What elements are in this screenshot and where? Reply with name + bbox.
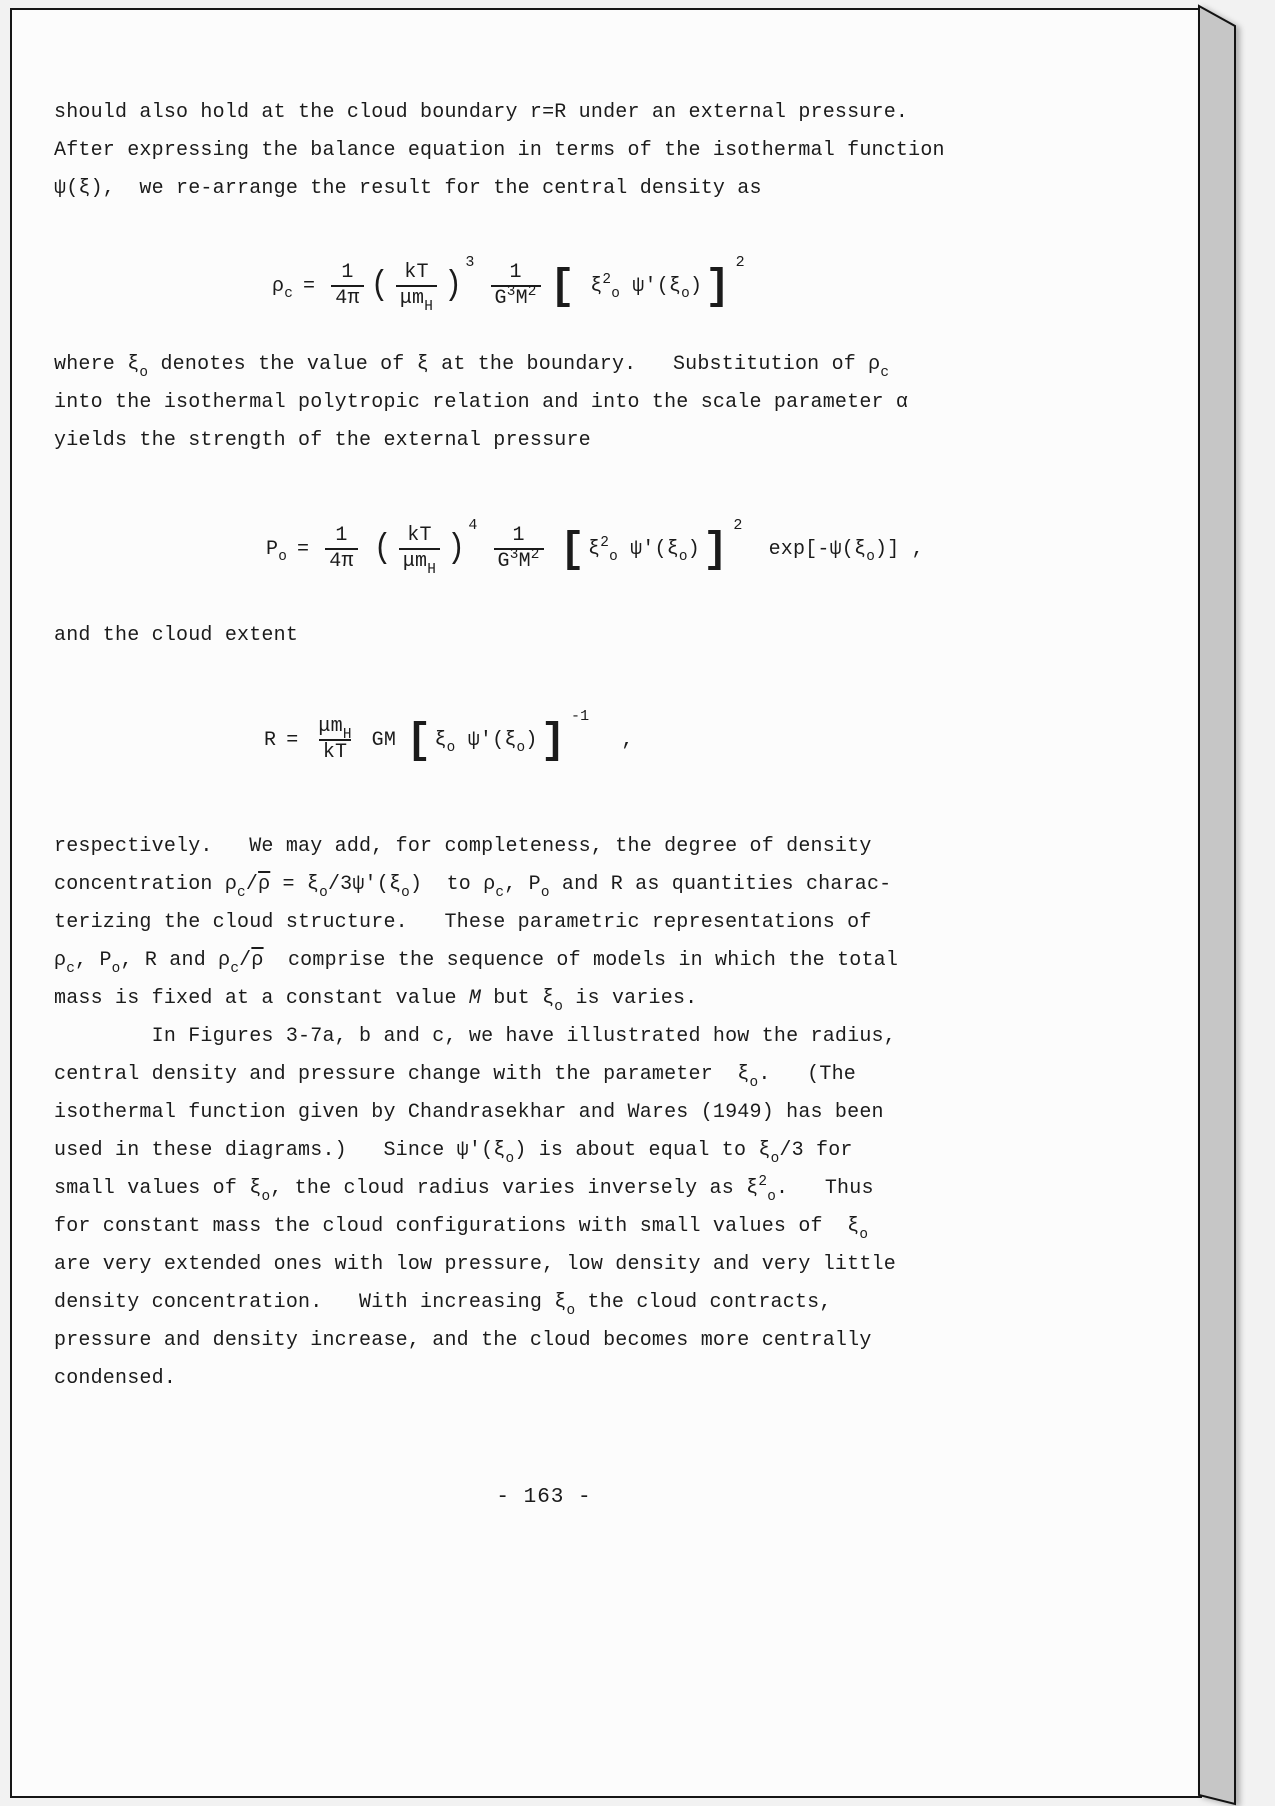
fraction-denominator: $G^3M^2$ bbox=[491, 285, 541, 311]
text-line: yields the strength of the external pressure bbox=[54, 429, 591, 452]
text-line: should also hold at the cloud boundary r=R under an external pressure. bbox=[54, 101, 909, 124]
text-line: respectively. We may add, for completeness, the degree of density bbox=[54, 835, 872, 858]
fraction bbox=[491, 261, 541, 311]
right-bracket: ] bbox=[705, 262, 731, 312]
fraction-numerator: 1 bbox=[341, 261, 354, 284]
fraction-denominator: 4π bbox=[325, 548, 357, 574]
left-paren: ( bbox=[373, 529, 392, 569]
fraction-denominator: $\mu m_H$ bbox=[396, 285, 437, 311]
bracket-body: $\xi_o$ $\psi'(\xi_o)$ bbox=[434, 728, 538, 757]
text-line: small values of $\xi_o$, the cloud radius varies inversely as $\xi^2_o$. Thus bbox=[54, 1174, 874, 1205]
fraction bbox=[325, 524, 357, 574]
paragraph-respectively bbox=[54, 828, 1166, 1018]
bracket-body: $\xi^2_o$ $\psi'(\xi_o)$ bbox=[588, 534, 700, 566]
math-symbol: GM bbox=[371, 728, 397, 752]
fraction bbox=[399, 524, 440, 578]
page-number: - 163 - bbox=[496, 1486, 592, 1509]
fraction-numerator: 1 bbox=[512, 524, 525, 547]
fraction-numerator: $\mu m_H$ bbox=[318, 715, 352, 743]
right-bracket: ] bbox=[702, 525, 729, 575]
document-page bbox=[10, 8, 1202, 1798]
exponent: 2 bbox=[735, 253, 745, 271]
text-line: $\rho_c$, $P_o$, R and $\rho_c/\overline{\rho}$ comprise the sequence of models in which the total bbox=[54, 949, 899, 977]
text-line: concentration $\rho_c/\overline{\rho} = \xi_o/3\psi'(\xi_o)$ to $\rho_c$, $P_o$ and R as quantities charac- bbox=[54, 873, 892, 901]
fraction bbox=[331, 261, 363, 311]
equation-external-pressure bbox=[266, 516, 1166, 578]
left-bracket: [ bbox=[549, 262, 576, 312]
text-line: into the isothermal polytropic relation and into the scale parameter α bbox=[54, 391, 909, 414]
left-paren: ( bbox=[370, 266, 389, 306]
paragraph-figures bbox=[54, 1018, 1166, 1398]
text-line: for constant mass the cloud configurations with small values of $\xi_o$ bbox=[54, 1215, 869, 1243]
page-stack-edge-shape bbox=[1199, 6, 1235, 1804]
text-line: ψ(ξ), we re-arrange the result for the central density as bbox=[54, 177, 762, 200]
right-paren: ) bbox=[444, 266, 463, 306]
math-symbol: R bbox=[264, 728, 277, 752]
equals-sign: = bbox=[286, 728, 299, 752]
left-bracket: [ bbox=[406, 716, 432, 766]
text-line: used in these diagrams.) Since $\psi'(\xi_o)$ is about equal to $\xi_o/3$ for bbox=[54, 1139, 853, 1167]
equation-central-density bbox=[272, 253, 1166, 315]
exponent: -1 bbox=[570, 707, 590, 725]
fraction-numerator: kT bbox=[407, 524, 432, 547]
left-bracket: [ bbox=[559, 525, 586, 575]
text-line: condensed. bbox=[54, 1367, 177, 1390]
fraction-denominator: $G^3M^2$ bbox=[494, 548, 544, 574]
equals-sign: = bbox=[297, 537, 310, 561]
fraction-denominator: 4π bbox=[331, 285, 363, 311]
text-line: In Figures 3-7a, b and c, we have illustrated how the radius, bbox=[54, 1025, 896, 1048]
math-symbol: $P_o$ bbox=[266, 537, 288, 566]
text-line: After expressing the balance equation in terms of the isothermal function bbox=[54, 139, 945, 162]
text-line: are very extended ones with low pressure, low density and very little bbox=[54, 1253, 896, 1276]
exponent: 4 bbox=[468, 516, 478, 534]
equation-cloud-radius bbox=[264, 707, 1166, 766]
fraction bbox=[396, 261, 437, 315]
text-line: central density and pressure change with the parameter $\xi_o$. (The bbox=[54, 1063, 856, 1091]
comma: , bbox=[621, 728, 634, 752]
paragraph-cloud-extent bbox=[54, 617, 1166, 655]
bracket-body: $\xi^2_o$ $\psi'(\xi_o)$ bbox=[578, 271, 703, 303]
exponent: 3 bbox=[465, 253, 475, 271]
fraction-denominator: $\mu m_H$ bbox=[399, 548, 440, 574]
right-paren: ) bbox=[447, 529, 466, 569]
fraction-numerator: kT bbox=[404, 261, 429, 284]
fraction bbox=[314, 715, 355, 765]
equals-sign: = bbox=[303, 274, 316, 298]
text-line: density concentration. With increasing $\xi_o$ the cloud contracts, bbox=[54, 1291, 832, 1319]
fraction-numerator: 1 bbox=[335, 524, 348, 547]
math-symbol: $\rho_c$ bbox=[272, 274, 294, 303]
text-line: isothermal function given by Chandrasekhar and Wares (1949) has been bbox=[54, 1101, 884, 1124]
exp-term: $\exp[-\psi(\xi_o)]$ , bbox=[768, 537, 924, 566]
text-line: terizing the cloud structure. These parametric representations of bbox=[54, 911, 872, 934]
fraction-numerator: 1 bbox=[509, 261, 522, 284]
page-content bbox=[12, 10, 1200, 1796]
paragraph-intro bbox=[54, 94, 1166, 208]
right-bracket: ] bbox=[540, 716, 566, 766]
book-fore-edge bbox=[1198, 0, 1258, 1806]
fraction bbox=[494, 524, 544, 574]
text-line: and the cloud extent bbox=[54, 624, 299, 647]
exponent: 2 bbox=[733, 516, 743, 534]
paragraph-boundary bbox=[54, 346, 1166, 460]
text-line: pressure and density increase, and the cloud becomes more centrally bbox=[54, 1329, 872, 1352]
text-line: mass is fixed at a constant value M but $\xi_o$ is varies. bbox=[54, 987, 698, 1015]
text-line: where $\xi_o$ denotes the value of ξ at the boundary. Substitution of $\rho_c$ bbox=[54, 353, 890, 381]
fraction-denominator: kT bbox=[319, 739, 351, 765]
